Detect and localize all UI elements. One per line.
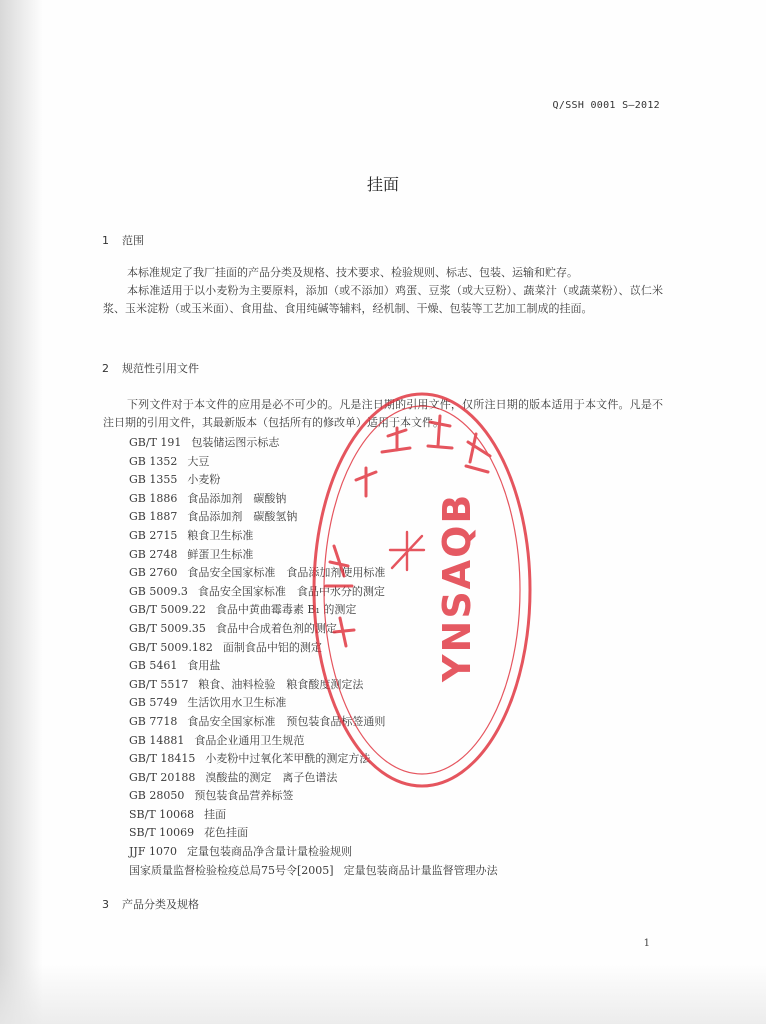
reference-title: 定量包装商品计量监督管理办法 — [343, 863, 498, 877]
reference-item — [129, 694, 498, 713]
reference-item — [129, 750, 498, 769]
reference-item — [129, 824, 498, 843]
reference-title: 食品添加剂 碳酸钠 — [187, 491, 287, 505]
reference-title: 食品中黄曲霉毒素 B₁ 的测定 — [215, 603, 357, 617]
reference-item — [129, 546, 498, 565]
references-intro-paragraph: 下列文件对于本文件的应用是必不可少的。凡是注日期的引用文件，仅所注日期的版本适用于本文件。凡是不注日期的引用文件，其最新版本（包括所有的修改单）适用于本文件。 — [103, 398, 663, 429]
reference-title: 溴酸盐的测定 离子色谱法 — [205, 770, 338, 784]
page-number: 1 — [643, 938, 650, 949]
reference-item — [129, 639, 498, 658]
reference-item — [129, 434, 498, 453]
reference-title: 小麦粉中过氧化苯甲酰的测定方法 — [205, 752, 371, 766]
reference-code: GB 1887 — [129, 510, 178, 524]
reference-item — [129, 732, 498, 751]
reference-item — [129, 508, 498, 527]
reference-code: GB/T 5009.22 — [129, 603, 206, 617]
section-title: 规范性引用文件 — [122, 362, 199, 375]
reference-item — [129, 471, 498, 490]
reference-title: 食品企业通用卫生规范 — [194, 733, 305, 747]
reference-item — [129, 527, 498, 546]
reference-title: 大豆 — [187, 454, 210, 468]
reference-code: GB/T 20188 — [129, 770, 196, 784]
document-title: 挂面 — [366, 175, 399, 194]
reference-code: SB/T 10068 — [129, 807, 195, 821]
reference-code: GB 5009.3 — [129, 584, 188, 598]
reference-code: GB 1352 — [129, 454, 178, 468]
seal-text: YNSAQB — [435, 492, 479, 682]
reference-code: GB 5749 — [129, 696, 178, 710]
scan-edge-shadow — [0, 0, 42, 1024]
reference-code: JJF 1070 — [129, 845, 177, 859]
reference-code: GB 28050 — [129, 789, 185, 803]
section-2-heading — [102, 360, 199, 376]
section-number: 3 — [102, 898, 109, 911]
section-number: 2 — [102, 362, 109, 375]
reference-item — [129, 713, 498, 732]
reference-item — [129, 676, 498, 695]
reference-code: GB 5461 — [129, 659, 178, 673]
reference-title: 食品添加剂 碳酸氢钠 — [187, 510, 298, 524]
reference-code: 国家质量监督检验检疫总局75号令[2005] — [129, 863, 334, 877]
reference-item — [129, 806, 498, 825]
reference-item — [129, 769, 498, 788]
reference-code: GB 2760 — [129, 566, 178, 580]
reference-item — [129, 787, 498, 806]
reference-code: GB/T 18415 — [129, 752, 196, 766]
reference-item — [129, 657, 498, 676]
reference-title: 食品安全国家标准 食品中水分的测定 — [197, 584, 385, 598]
standard-code: Q/SSH 0001 S—2012 — [552, 100, 660, 111]
scan-bottom-shadow — [0, 964, 766, 1024]
reference-code: GB/T 191 — [129, 436, 182, 449]
reference-title: 面制食品中铝的测定 — [222, 640, 322, 654]
reference-item — [129, 843, 498, 862]
reference-code: GB/T 5009.182 — [129, 640, 213, 654]
reference-item — [129, 490, 498, 509]
reference-title: 小麦粉 — [187, 473, 221, 487]
reference-title: 生活饮用水卫生标准 — [187, 696, 287, 710]
reference-title: 包装储运图示标志 — [191, 436, 280, 449]
reference-code: GB 1355 — [129, 473, 178, 487]
reference-code: GB 2715 — [129, 528, 178, 542]
reference-title: 食用盐 — [187, 659, 221, 673]
reference-item — [129, 601, 498, 620]
reference-title: 粮食、油料检验 粮食酸度测定法 — [198, 677, 364, 691]
normative-reference-list — [129, 434, 498, 880]
reference-code: GB 2748 — [129, 547, 178, 561]
reference-item — [129, 564, 498, 583]
reference-title: 粮食卫生标准 — [187, 528, 254, 542]
scope-paragraph-2: 本标准适用于以小麦粉为主要原料，添加（或不添加）鸡蛋、豆浆（或大豆粉）、蔬菜汁（或蔬菜粉）、苡仁米浆、玉米淀粉（或玉米面）、食用盐、食用纯碱等辅料，经机制、干燥、包装等工艺加工制成的挂面。 — [103, 284, 663, 315]
reference-title: 食品中合成着色剂的测定 — [215, 621, 337, 635]
section-number: 1 — [102, 234, 109, 247]
reference-code: GB/T 5517 — [129, 677, 189, 691]
reference-title: 挂面 — [204, 807, 227, 821]
reference-code: SB/T 10069 — [129, 826, 195, 840]
reference-code: GB 14881 — [129, 733, 185, 747]
reference-title: 食品安全国家标准 预包装食品标签通则 — [187, 714, 386, 728]
scope-paragraph-1: 本标准规定了我厂挂面的产品分类及规格、技术要求、检验规则、标志、包装、运输和贮存。 — [127, 266, 578, 279]
reference-code: GB 1886 — [129, 491, 178, 505]
reference-item — [129, 453, 498, 472]
section-title: 范围 — [122, 234, 144, 247]
reference-title: 预包装食品营养标签 — [194, 789, 294, 803]
reference-title: 食品安全国家标准 食品添加剂使用标准 — [187, 566, 386, 580]
reference-code: GB 7718 — [129, 714, 178, 728]
reference-title: 鲜蛋卫生标准 — [187, 547, 254, 561]
reference-item — [129, 583, 498, 602]
reference-item — [129, 620, 498, 639]
section-1-heading — [102, 232, 144, 248]
section-3-heading — [102, 896, 199, 912]
section-title: 产品分类及规格 — [122, 898, 199, 911]
reference-title: 花色挂面 — [204, 826, 249, 840]
reference-code: GB/T 5009.35 — [129, 621, 206, 635]
reference-title: 定量包装商品净含量计量检验规则 — [186, 845, 352, 859]
reference-item — [129, 862, 498, 881]
